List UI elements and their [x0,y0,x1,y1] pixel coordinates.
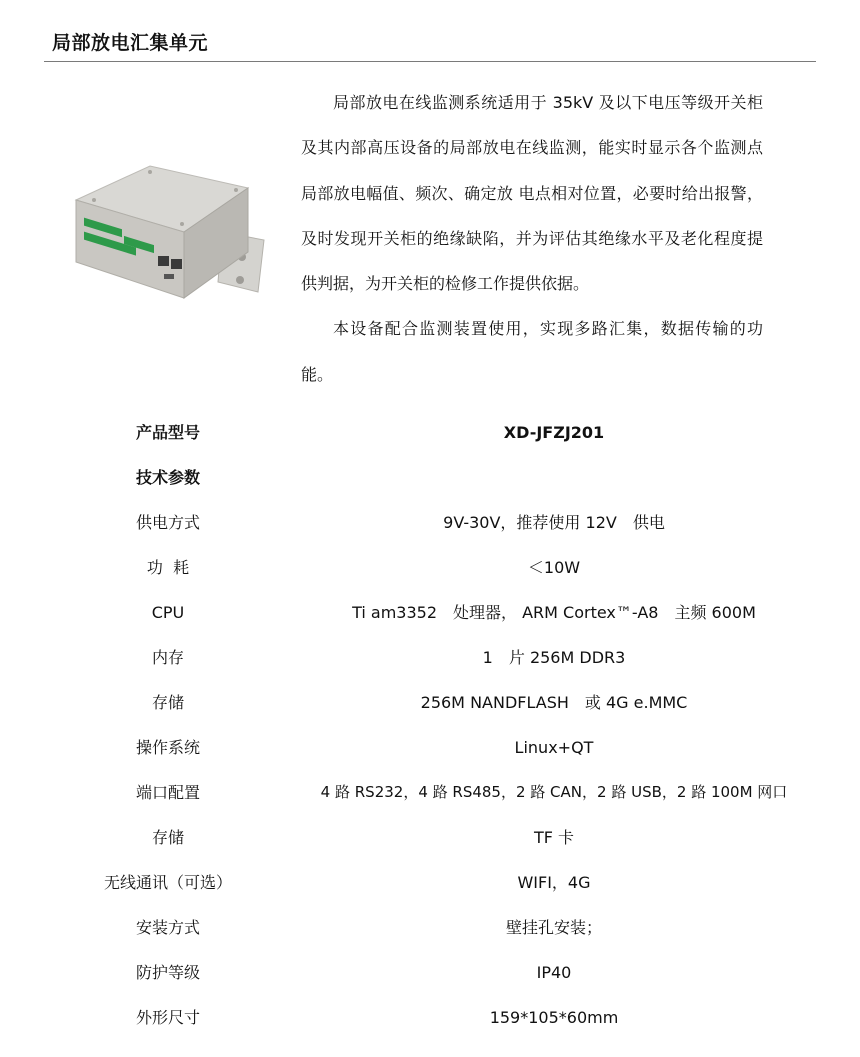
spec-value: 1 片 256M DDR3 [482,648,626,667]
usb-port [164,274,174,279]
spec-row [0,500,860,545]
spec-label: 安装方式 [135,918,200,937]
spec-row [0,545,860,590]
spec-row [0,590,860,635]
intro-text [301,80,763,397]
screw-4 [180,222,184,226]
spec-label: CPU [151,603,185,622]
screw-2 [148,170,152,174]
spec-value: 壁挂孔安装； [505,918,602,937]
spec-label: 操作系统 [135,738,200,757]
page-title: 局部放电汇集单元 [52,32,209,54]
spec-label: 存储 [151,693,184,712]
spec-value: 159*105*60mm [489,1008,619,1027]
spec-section-label: 技术参数 [135,468,200,487]
spec-row-model [0,410,860,455]
spec-row [0,725,860,770]
spec-value: 4 路 RS232，4 路 RS485，2 路 CAN，2 路 USB，2 路 100M 网口 [320,783,788,801]
spec-value: ＜10W [527,558,581,577]
spec-label-model: 产品型号 [135,423,200,442]
spec-value: WIFI，4G [517,873,591,892]
product-photo [72,162,270,312]
spec-label: 存储 [151,828,184,847]
spec-label: 功 耗 [146,558,190,577]
spec-value: TF 卡 [533,828,575,847]
spec-row [0,635,860,680]
spec-value: 9V-30V，推荐使用 12V 供电 [443,513,665,532]
spec-row [0,815,860,860]
spec-section-header [0,455,860,500]
spec-label: 端口配置 [135,783,200,802]
spec-label: 外形尺寸 [135,1008,200,1027]
title-divider [44,61,816,62]
spec-row [0,995,860,1040]
spec-row [0,770,860,815]
spec-label: 无线通讯（可选） [103,873,232,892]
screw-3 [234,188,238,192]
spec-value: 256M NANDFLASH 或 4G e.MMC [420,693,688,712]
spec-row [0,680,860,725]
ethernet-port-2 [171,259,182,269]
spec-label: 防护等级 [135,963,200,982]
screw-1 [92,198,96,202]
spec-row [0,905,860,950]
spec-value: Ti am3352 处理器， ARM Cortex™-A8 主频 600M [352,603,756,622]
intro-paragraph-2: 本设备配合监测装置使用，实现多路汇集，数据传输的功能。 [301,319,763,384]
spec-value-model: XD-JFZJ201 [503,423,605,442]
spec-row [0,860,860,905]
spec-label: 内存 [151,648,184,667]
spec-value: IP40 [536,963,572,982]
ethernet-port-1 [158,256,169,266]
spec-label: 供电方式 [135,513,200,532]
spec-value: Linux+QT [514,738,594,757]
spec-row [0,950,860,995]
bracket-hole-2 [236,276,244,284]
intro-paragraph-1: 局部放电在线监测系统适用于 35kV 及以下电压等级开关柜及其内部高压设备的局部放电在线监测，能实时显示各个监测点局部放电幅值、频次、确定放 电点相对位置，必要时给出报警，及时发现开关柜的绝缘缺陷，并为评估其绝缘水平及老化程度提供判据，为开关柜的检修工作提供依据。 [301,93,763,294]
